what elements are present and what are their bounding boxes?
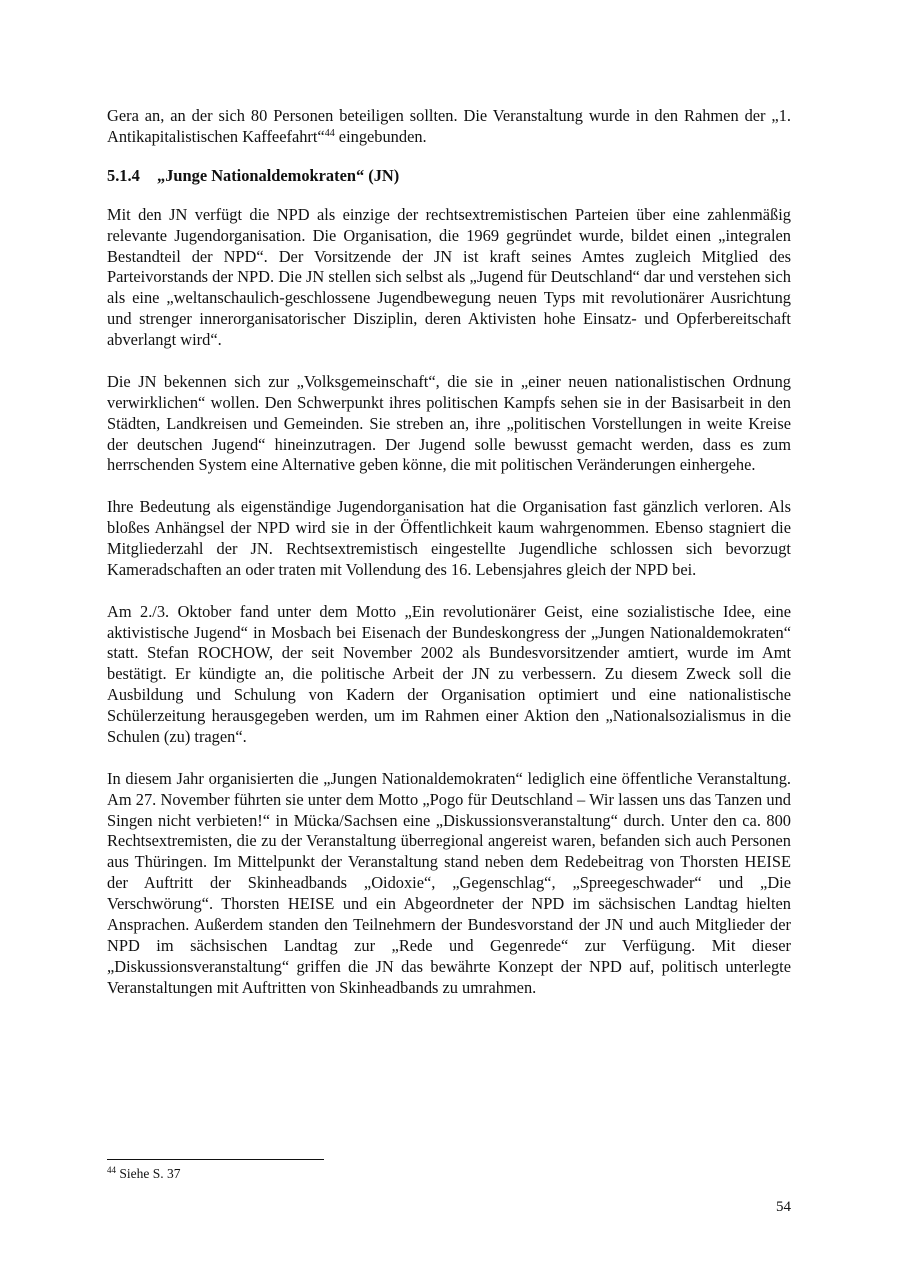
paragraph: Ihre Bedeutung als eigenständige Jugendorganisation hat die Organisation fast gänzlich verloren. Als bloßes Anhängsel der NPD wird sie in der Öffentlichkeit kaum wahrgenommen. Ebenso stagniert die Mitgliederzahl der JN. Rechtsextremistisch eingestellte Jugendliche schlossen sich bevorzugt Kameradschaften an oder traten mit Vollendung des 16. Lebensjahres gleich der NPD bei.	[107, 497, 791, 579]
intro-text: Gera an, an der sich 80 Personen beteiligen sollten. Die Veranstaltung wurde in den Rahmen der „1. Antikapitalistischen Kaffeefahrt“	[107, 106, 791, 146]
section-title: „Junge Nationaldemokraten“ (JN)	[157, 165, 400, 185]
paragraph: Die JN bekennen sich zur „Volksgemeinschaft“, die sie in „einer neuen nationalistischen Ordnung verwirklichen“ wollen. Den Schwerpunkt ihres politischen Kampfs sehen sie in der Basisarbeit in den Städten, Landkreisen und Gemeinden. Sie streben an, ihre „politischen Vorstellungen in weite Kreise der deutschen Jugend“ hineinzutragen. Der Jugend solle bewusst gemacht werden, dass es zum herrschenden System eine Alternative geben könne, die mit politischen Veränderungen einhergehe.	[107, 371, 791, 475]
footnote-separator	[107, 1159, 324, 1160]
page-number: 54	[776, 1199, 791, 1215]
footnote-number: 44	[107, 1165, 116, 1175]
section-heading	[107, 166, 791, 187]
footnote	[107, 1165, 181, 1182]
paragraph: Mit den JN verfügt die NPD als einzige der rechtsextremistischen Parteien über eine zahlenmäßig relevante Jugendorganisation. Die Organisation, die 1969 gegründet wurde, bildet einen „integralen Bestandteil der NPD“. Der Vorsitzende der JN ist kraft seines Amtes zugleich Mitglied des Parteivorstands der NPD. Die JN stellen sich selbst als „Jugend für Deutschland“ dar und verstehen sich als eine „weltanschaulich-geschlossene Jugendbewegung neuen Typs mit revolutionärer Ausrichtung und strenger innerorganisatorischer Disziplin, deren Aktivisten hohe Einsatz- und Opferbereitschaft abverlangt wird“.	[107, 204, 791, 350]
intro-paragraph	[107, 106, 791, 148]
section-number: 5.1.4	[107, 165, 140, 185]
body-text	[107, 106, 791, 999]
paragraph: Am 2./3. Oktober fand unter dem Motto „Ein revolutionärer Geist, eine sozialistische Idee, eine aktivistische Jugend“ in Mosbach bei Eisenach der Bundeskongress der „Jungen Nationaldemokraten“ statt. Stefan ROCHOW, der seit November 2002 als Bundesvorsitzender amtiert, wurde im Amt bestätigt. Er kündigte an, die politische Arbeit der JN zu verbessern. Zu diesem Zweck soll die Ausbildung und Schulung von Kadern der Organisation optimiert und eine nationalistische Schülerzeitung herausgegeben werden, um im Rahmen einer Aktion den „Nationalsozialismus in die Schulen (zu) tragen“.	[107, 601, 791, 747]
footnote-reference[interactable]: 44	[324, 127, 335, 139]
intro-text-end: eingebunden.	[334, 126, 427, 146]
paragraph: In diesem Jahr organisierten die „Jungen Nationaldemokraten“ lediglich eine öffentliche Veranstaltung. Am 27. November führten sie unter dem Motto „Pogo für Deutschland – Wir lassen uns das Tanzen und Singen nicht verbieten!“ in Mücka/Sachsen eine „Diskussionsveranstaltung“ durch. Unter den ca. 800 Rechtsextremisten, die zu der Veranstaltung überregional angereist waren, befanden sich auch Personen aus Thüringen. Im Mittelpunkt der Veranstaltung stand neben dem Redebeitrag von Thorsten HEISE der Auftritt der Skinheadbands „Oidoxie“, „Gegenschlag“, „Spreegeschwader“ und „Die Verschwörung“. Thorsten HEISE und ein Abgeordneter der NPD im sächsischen Landtag hielten Ansprachen. Außerdem standen den Teilnehmern der Bundesvorstand der JN und auch Mitglieder der NPD im sächsischen Landtag zur „Rede und Gegenrede“ zur Verfügung. Mit dieser „Diskussionsveranstaltung“ griffen die JN das bewährte Konzept der NPD auf, politisch unterlegte Veranstaltungen mit Auftritten von Skinheadbands zu umrahmen.	[107, 768, 791, 997]
footnote-text: Siehe S. 37	[116, 1166, 181, 1181]
